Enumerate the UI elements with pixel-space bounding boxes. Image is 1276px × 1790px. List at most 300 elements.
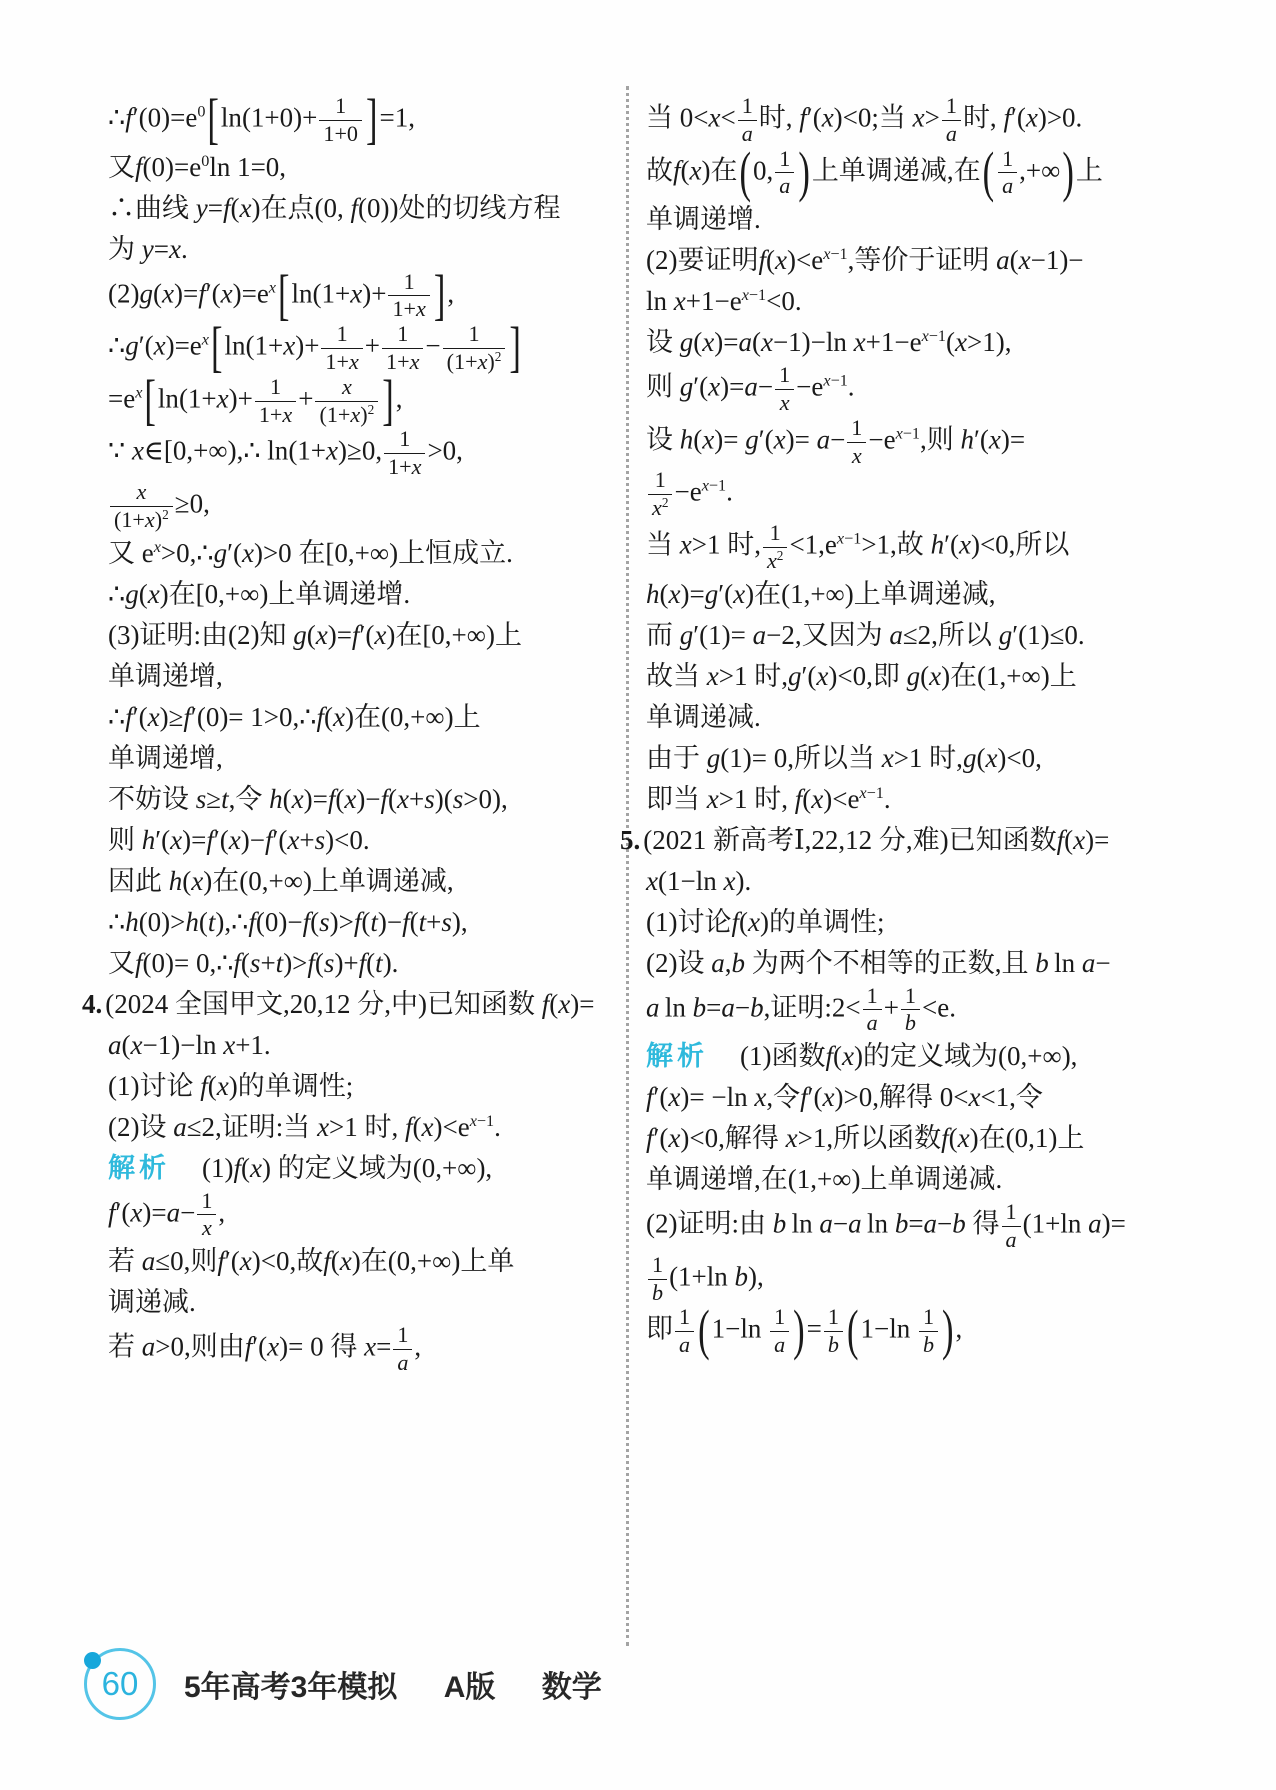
variable: s: [323, 947, 335, 978]
superscript: [202, 331, 209, 349]
variable: g: [704, 578, 719, 609]
variable: f: [248, 906, 256, 937]
fraction-denominator: [775, 173, 794, 199]
text-line: 因此 h(x)在(0,+∞)上单调递减,: [108, 865, 454, 896]
text-line: x(1−ln x).: [646, 865, 752, 896]
variable: x: [823, 245, 831, 264]
variable: a: [779, 173, 791, 199]
text-line: a ln b=a−b,证明:2< $\frac{1}{a}$ + $\frac{1}{b}$ <e.: [646, 982, 956, 1036]
superscript: x−1: [836, 529, 862, 548]
variable: a: [816, 424, 831, 455]
variable: b: [894, 1208, 909, 1239]
variable: x: [283, 330, 296, 361]
variable: x: [131, 435, 144, 466]
fraction-numerator: 1: [901, 984, 920, 1011]
text-line: (1)讨论f(x)的单调性;: [646, 906, 885, 937]
variable: s: [249, 947, 261, 978]
fraction-denominator: $(1+x)^2$: [446, 348, 502, 374]
text-line: $=e^x[\ln(1+x)+$ $\frac{1}{1+x}$ + $\frac{x}{(1+x)^2}$ ],: [108, 369, 403, 432]
variable: x: [364, 1331, 377, 1362]
fraction-numerator: 1: [321, 322, 362, 349]
variable: g: [679, 619, 694, 650]
variable: x: [853, 327, 866, 358]
variable: x: [201, 1215, 212, 1241]
fraction: [321, 322, 362, 375]
fraction-numerator: 1: [393, 1323, 412, 1350]
variable: x: [228, 824, 241, 855]
variable: a: [721, 992, 735, 1023]
variable: x: [223, 1029, 236, 1060]
variable: h: [679, 424, 694, 455]
text-line: 单调递增,在(1,+∞)上单调递减.: [646, 1164, 1003, 1195]
fraction: [384, 427, 425, 480]
variable: x: [339, 1246, 352, 1277]
fraction-numerator: 1: [824, 1305, 843, 1332]
variable: x: [702, 424, 715, 455]
text-line: f′(x)=a− $\frac{1}{x}$ ,: [108, 1187, 226, 1241]
variable: f: [233, 947, 241, 978]
variable: f: [358, 947, 367, 978]
big-bracket: [: [277, 264, 290, 327]
fraction-numerator: [315, 375, 378, 402]
fraction-numerator: 1: [763, 521, 787, 548]
variable: b: [952, 1208, 966, 1239]
variable: x: [646, 865, 658, 896]
big-bracket: ]: [509, 317, 521, 379]
variable: f: [350, 192, 358, 223]
fraction: [255, 375, 296, 428]
variable: g: [139, 278, 153, 309]
fraction-numerator: 1: [388, 270, 429, 297]
fraction-denominator: [1002, 1227, 1021, 1253]
fraction: [648, 1253, 667, 1306]
superscript: [135, 383, 142, 401]
text-line: a(x−1)−ln x+1.: [108, 1029, 271, 1060]
text-line: 5. (2021 新高考Ⅰ,22,12 分,难)已知函数f(x)=: [620, 824, 1110, 855]
big-bracket: ): [793, 1300, 805, 1362]
variable: f: [402, 906, 410, 937]
variable: h: [125, 906, 139, 937]
fraction: [315, 375, 378, 428]
variable: s: [441, 906, 452, 937]
superscript: x−1: [823, 371, 848, 390]
text-line: $\frac{1}{b}$ (1+ln b),: [646, 1253, 1221, 1306]
variable: h: [646, 578, 660, 609]
variable: x: [558, 988, 571, 1019]
variable: x: [415, 296, 426, 322]
fraction: [388, 270, 429, 323]
text-line: 4. (2024 全国甲文,20,12 分,中)已知函数 f(x)=: [82, 988, 595, 1019]
variable: x: [958, 529, 971, 560]
variable: f: [731, 906, 739, 937]
big-bracket: (: [698, 1300, 710, 1362]
variable: f: [323, 1246, 331, 1277]
variable: f: [405, 1111, 413, 1142]
text-line: 调递减.: [108, 1287, 196, 1318]
variable: h: [930, 529, 945, 560]
variable: x: [673, 286, 686, 317]
variable: h: [185, 906, 199, 937]
variable: f: [222, 192, 231, 223]
variable: y: [141, 233, 154, 264]
variable: a: [1088, 1208, 1102, 1239]
fraction-numerator: 1: [863, 984, 882, 1011]
variable: f: [794, 783, 803, 814]
variable: x: [842, 1041, 854, 1072]
superscript: 0: [201, 151, 210, 170]
text-line: 则 h′(x)=f′(x)−f′(x+s)<0.: [108, 824, 370, 855]
text-line: 又 $e^x>0,\therefore g'(x)>0$ 在[0,+∞)上恒成立.: [108, 537, 513, 568]
fraction: [824, 1305, 843, 1358]
fraction: [738, 94, 757, 147]
variable: x: [741, 286, 749, 305]
variable: x: [341, 373, 352, 399]
fraction-denominator: 1+x: [325, 348, 359, 374]
variable: x: [652, 495, 662, 521]
fraction: [393, 1323, 412, 1376]
fraction: [775, 147, 794, 200]
page-number: 60: [101, 1665, 139, 1702]
variable: x: [350, 278, 363, 309]
superscript: x−1: [469, 1111, 495, 1130]
fraction: [319, 94, 362, 147]
text-line: ∴f′(x)≥f′(0)= 1>0,∴f(x)在(0,+∞)上: [108, 701, 481, 732]
text-line: $\ln x+1-e^{x-1}<0$.: [646, 286, 802, 317]
variable: f: [233, 1152, 241, 1183]
variable: b: [734, 1261, 749, 1292]
fraction-denominator: [863, 1010, 882, 1036]
variable: a: [752, 619, 767, 650]
variable: x: [1018, 245, 1031, 276]
variable: x: [201, 330, 209, 349]
text-line: 由于 g(1)= 0,所以当 x>1 时,g(x)<0,: [646, 742, 1042, 773]
variable: x: [1073, 824, 1086, 855]
variable: f: [941, 1123, 949, 1154]
superscript: [154, 538, 161, 556]
variable: f: [302, 906, 311, 937]
variable: x: [144, 506, 155, 532]
fraction-denominator: [942, 121, 961, 147]
fraction-numerator: 1: [648, 1253, 667, 1280]
superscript: 2: [776, 547, 784, 563]
superscript: 2: [162, 506, 169, 522]
variable: x: [668, 1123, 681, 1154]
fraction-numerator: [110, 480, 173, 507]
superscript: x−1: [701, 476, 727, 495]
book-series: 5年高考3年模拟: [184, 1671, 398, 1704]
variable: a: [679, 1332, 691, 1358]
variable: x: [912, 102, 925, 133]
superscript: 0: [197, 102, 206, 121]
fraction: [901, 984, 920, 1037]
fraction-numerator: 1: [382, 322, 423, 349]
fraction-denominator: 1+x: [258, 401, 293, 427]
variable: x: [708, 102, 721, 133]
text-line: 故f(x)在(0, $\frac{1}{a}$ )上单调递减,在( $\frac{1}{a}$ ,+∞)上: [646, 141, 1103, 204]
variable: f: [307, 947, 315, 978]
variable: x: [348, 348, 359, 374]
text-line: 若 a>0,则由f′(x)= 0 得 x= $\frac{1}{a}$ ,: [108, 1322, 422, 1375]
text-line: $\frac{1}{x^2}$ $-e^{x-1}$.: [646, 468, 1221, 521]
text-line: 设 g(x)=a(x−1)−ln $x+1-e^{x-1}(x>1)$,: [646, 327, 1012, 358]
variable: a: [646, 992, 660, 1023]
variable: x: [477, 348, 488, 374]
text-line: (2)要证明$f(x)<e^{x-1}$,等价于证明 a(x−1)−: [646, 245, 1084, 276]
fraction-numerator: 1: [675, 1305, 694, 1332]
text-line: 为 y=x.: [108, 233, 188, 264]
variable: a: [397, 1349, 409, 1375]
variable: t: [375, 947, 383, 978]
variable: b: [692, 992, 707, 1023]
fraction-denominator: [675, 1332, 694, 1358]
text-line: 单调递增,: [108, 742, 223, 773]
badge-dot-icon: [84, 1652, 101, 1669]
fraction-numerator: 1: [319, 94, 362, 121]
variable: f: [800, 1082, 808, 1113]
variable: f: [200, 1070, 208, 1101]
fraction: [763, 521, 787, 574]
variable: x: [821, 102, 834, 133]
variable: b: [772, 1208, 787, 1239]
variable: x: [921, 327, 929, 346]
variable: a: [774, 1332, 786, 1358]
variable: g: [745, 424, 759, 455]
variable: f: [541, 988, 550, 1019]
variable: x: [760, 327, 773, 358]
text-line: 解析 (1)f(x) 的定义域为(0,+∞),: [108, 1148, 578, 1189]
variable: x: [985, 742, 998, 773]
variable: a: [711, 947, 725, 978]
fraction-denominator: [998, 173, 1017, 199]
variable: f: [108, 1197, 116, 1228]
fraction-numerator: 1: [998, 147, 1017, 174]
fraction: [110, 480, 173, 533]
variable: s: [424, 783, 435, 814]
variable: x: [239, 1246, 252, 1277]
fraction: [1002, 1200, 1021, 1253]
variable: a: [889, 619, 903, 650]
fraction-numerator: 1: [775, 147, 794, 174]
fraction-denominator: $(1+x)^2$: [319, 401, 375, 427]
fraction-numerator: 1: [775, 363, 794, 390]
variable: x: [748, 906, 760, 937]
fraction-numerator: 1: [942, 94, 961, 121]
superscript: 2: [494, 348, 502, 364]
text-line: 单调递增,: [108, 660, 223, 691]
variable: y: [195, 192, 208, 223]
text-line: 即当 x>1 时, $f(x)<e^{x-1}$.: [646, 783, 891, 814]
text-line: 不妨设 s≥t,令 h(x)=f(x)−f(x+s)(s>0),: [108, 783, 508, 814]
variable: x: [773, 424, 786, 455]
text-line: 即 $\frac{1}{a}$ (1−ln $\frac{1}{a}$ )= $\frac{1}{b}$ (1−ln $\frac{1}{b}$ ),: [646, 1300, 963, 1362]
text-line: (2)设 a,b 为两个不相等的正数,且 b ln a−: [646, 947, 1111, 978]
text-line: 解析 (1)函数f(x)的定义域为(0,+∞),: [646, 1036, 1221, 1077]
superscript: [269, 278, 276, 296]
variable: x: [374, 619, 387, 650]
variable: x: [350, 401, 361, 427]
variable: x: [147, 578, 160, 609]
variable: x: [216, 1070, 229, 1101]
problem-number: 4.: [82, 988, 103, 1019]
fraction-denominator: [648, 1280, 667, 1306]
superscript: x−1: [895, 424, 920, 443]
variable: f: [206, 824, 214, 855]
variable: x: [191, 865, 204, 896]
variable: t: [418, 906, 427, 937]
book-subject: 数学: [541, 1671, 602, 1704]
variable: b: [827, 1332, 839, 1358]
fraction-denominator: 1+x: [392, 296, 426, 322]
variable: x: [785, 1123, 798, 1154]
variable: f: [646, 1082, 654, 1113]
variable: g: [125, 330, 139, 361]
variable: a: [741, 120, 753, 146]
variable: f: [351, 619, 360, 650]
text-line: (2)证明:由 b ln a−a ln b=a−b 得 $\frac{1}{a}$ (1+ln a)=: [646, 1199, 1126, 1252]
big-bracket: (: [982, 141, 995, 204]
fraction-denominator: [648, 495, 672, 521]
variable: x: [706, 783, 719, 814]
variable: b: [1035, 947, 1049, 978]
variable: f: [799, 102, 807, 133]
variable: f: [183, 701, 191, 732]
variable: h: [141, 824, 156, 855]
variable: g: [213, 537, 228, 568]
variable: a: [141, 1246, 156, 1277]
variable: g: [679, 327, 694, 358]
variable: f: [125, 701, 133, 732]
variable: a: [738, 327, 752, 358]
text-line: 又$f(0)=e^0\ln$ 1=0,: [108, 151, 287, 182]
variable: t: [221, 783, 229, 814]
variable: x: [723, 865, 736, 896]
variable: x: [409, 348, 420, 374]
variable: x: [679, 529, 692, 560]
variable: x: [859, 783, 867, 802]
variable: x: [895, 424, 903, 443]
variable: x: [168, 233, 181, 264]
superscript: x−1: [859, 783, 884, 802]
text-line: 而 g′(1)= a−2,又因为 a≤2,所以 g′(1)≤0.: [646, 619, 1085, 650]
variable: f: [244, 1331, 253, 1362]
fraction: [443, 322, 506, 375]
variable: h: [960, 424, 974, 455]
text-line: $(2)g(x)=f'(x)=e^x[\ln(1+x)+$ $\frac{1}{1+x}$ ],: [108, 264, 455, 327]
variable: x: [130, 1197, 143, 1228]
variable: a: [173, 1111, 187, 1142]
text-line: h(x)=g′(x)在(1,+∞)上单调递减,: [646, 578, 996, 609]
variable: x: [317, 1111, 330, 1142]
variable: g: [293, 619, 307, 650]
variable: x: [216, 383, 229, 414]
text-line: 当 0<x< $\frac{1}{a}$ 时, f′(x)<0;当 x> $\frac{1}{a}$ 时, f′(x)>0.: [646, 93, 1083, 146]
fraction: [998, 147, 1017, 200]
variable: f: [1056, 824, 1065, 855]
superscript: 2: [367, 401, 375, 417]
variable: x: [397, 783, 410, 814]
text-line: ∵ x∈[0,+∞),∴ ln(1+x)≥0, $\frac{1}{1+x}$ >0,: [108, 426, 463, 480]
variable: t: [207, 906, 216, 937]
text-line: f′(x)= −ln x,令f′(x)>0,解得 0<x<1,令: [646, 1082, 1043, 1113]
fraction-denominator: [770, 1332, 789, 1358]
fraction-denominator: $(1+x)^2$: [114, 506, 169, 532]
variable: x: [957, 1123, 970, 1154]
fraction: [382, 322, 423, 375]
variable: x: [766, 547, 777, 573]
variable: s: [319, 906, 330, 937]
variable: f: [758, 245, 766, 276]
text-line: (1)讨论 f(x)的单调性;: [108, 1070, 354, 1101]
superscript: 2: [661, 494, 669, 510]
fraction: [919, 1305, 938, 1358]
variable: x: [733, 578, 746, 609]
fraction-denominator: 1+x: [386, 348, 420, 374]
big-bracket: ]: [382, 369, 394, 432]
variable: x: [267, 1331, 280, 1362]
variable: a: [819, 1208, 833, 1239]
variable: g: [906, 660, 921, 691]
variable: g: [706, 742, 721, 773]
variable: h: [269, 783, 283, 814]
variable: a: [141, 1331, 156, 1362]
text-line: 故当 x>1 时,g′(x)<0,即 g(x)在(1,+∞)上: [646, 660, 1077, 691]
fraction-denominator: [393, 1350, 412, 1376]
variable: b: [750, 992, 764, 1023]
big-bracket: ): [942, 1300, 954, 1362]
variable: x: [702, 327, 715, 358]
fraction-numerator: 1: [255, 375, 296, 402]
variable: x: [411, 454, 422, 480]
variable: f: [316, 701, 324, 732]
variable: x: [153, 537, 161, 556]
fraction-denominator: 1+0: [323, 120, 358, 146]
variable: x: [315, 619, 328, 650]
fraction: [942, 94, 961, 147]
variable: x: [153, 330, 166, 361]
variable: x: [291, 783, 304, 814]
variable: x: [988, 424, 1001, 455]
variable: g: [998, 619, 1013, 650]
column-divider: [626, 86, 629, 1646]
variable: a: [1005, 1226, 1017, 1252]
fraction-numerator: 1: [648, 468, 672, 495]
fraction-denominator: [775, 390, 794, 416]
variable: a: [945, 120, 957, 146]
fraction-denominator: [919, 1332, 938, 1358]
variable: x: [344, 783, 357, 814]
variable: x: [282, 401, 293, 427]
text-line: ∴曲线 y=f(x)在点(0, f(0))处的切线方程: [108, 192, 561, 223]
variable: a: [1002, 173, 1014, 199]
fraction: [675, 1305, 694, 1358]
variable: b: [652, 1279, 664, 1305]
variable: a: [108, 1029, 122, 1060]
variable: x: [708, 371, 721, 402]
fraction-denominator: [763, 548, 787, 574]
text-line: 单调递增.: [646, 204, 761, 235]
text-line: $\therefore f'(0)=e^0[\ln(1+0)+$ $\frac{1}{1+0}$ ]=1,: [108, 89, 415, 151]
variable: x: [220, 278, 233, 309]
footer-title: [184, 1662, 602, 1706]
left-column: [82, 89, 595, 1376]
variable: t: [370, 906, 378, 937]
big-bracket: [: [144, 369, 156, 432]
big-bracket: [: [207, 89, 219, 151]
superscript: x−1: [741, 286, 767, 305]
variable: f: [353, 906, 362, 937]
variable: x: [170, 824, 183, 855]
variable: a: [996, 245, 1010, 276]
